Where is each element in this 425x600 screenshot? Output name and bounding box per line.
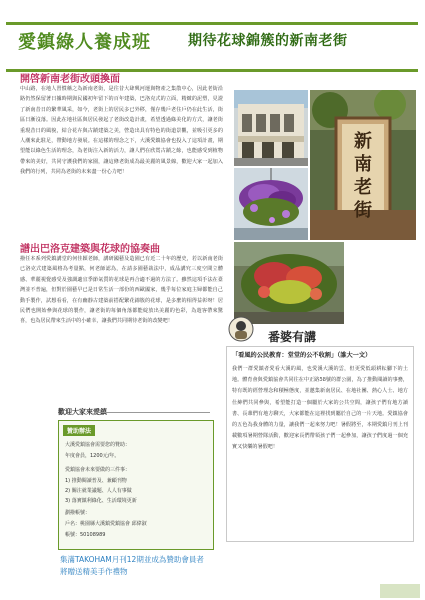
building-photo — [234, 90, 308, 166]
invite-divider — [94, 412, 210, 413]
donation-line: 愛鎮協會未來要做的三件事： — [65, 467, 131, 473]
donation-line: 大溪愛鎮協會需要您的贊助： — [65, 442, 131, 448]
section2-heading: 譜出巴洛克建築與花球的協奏曲 — [20, 244, 160, 255]
section1-heading: 開啓新南老街改頭換面 — [20, 74, 120, 85]
section2-text: 撥任本系列愛鎮講堂的何佳穎老師，講研國藝及造園已有近二十年的歷史，若以新南老街已洛克式建築風格為考量點，何老師認為，在請多園藝栽法中，成品講究三度空間立體感、華麗視覺感受及強調適宜季節氣質的花球是再合適不過的方法了。雖然這項手法在臺灣並不普遍，但對於園藝早已是日常生活一部份的西歐國家，幾乎每位家庭主婦都能自己動手製作，試想看看，在有幽靜古建築前搭配繁花錦簇的花球，是多麼的相得益彰呀！居民們也開始參與花球的製作，讓老街的每個角落都能綻放出美麗的色彩，為遊客帶來驚喜，也為居民帶來生活中的小確幸，讓我們共同期待老街的改變吧！ — [20, 256, 223, 325]
donation-line: 戶名：桃園縣大溪鎮愛鎮協會 邱偉淑 — [65, 521, 147, 527]
column-text: 我們一群愛鎮者愛看大溪的風，也愛溪大溪的雲，但更愛低頭耕耘腳下的土地。體育會與愛鎮協會共同往在中正路58號的群公園，為了推動閱讀的事務，特有既的經營理念和積極態度，並邀集新南居民、在地社團、熱心人士、地方仕紳們共同參與，希望能打造一個屬於大家的公共空間，讓孩子們有地方讀書、長輩們有地方聊天，大家都能在這裡找到屬於自己的一片天地。愛鎮協會的五色為我身體的力量，讓我們一起來努力吧！暑假將至，本期愛鎮月刊上刊載數項暑期營隊活動，歡迎家長們帶領孩子們一起參加，讓孩子們度過一個充實又快樂的暑假吧！ — [232, 366, 408, 451]
footer-promo-line2: 將贈送精美手作禮物 — [60, 567, 128, 576]
donation-line: 年度會員，1200元/年。 — [65, 453, 120, 459]
donation-line: 2) 關注就業議題、人人有事做 — [65, 488, 132, 494]
donation-line: 帳號：50108989 — [65, 532, 106, 538]
column-title: 番婆有講 — [268, 330, 317, 344]
footer-promo-line1: 集滿TAKOHAM月刊12期並成為贊助會員者 — [60, 555, 204, 564]
invite-label: 歡迎大家來愛鎮 — [58, 407, 107, 416]
donation-line: 劃撥帳號： — [65, 510, 91, 516]
granny-avatar-icon — [228, 316, 254, 342]
flower-basket-photo — [234, 242, 344, 324]
signboard-text: 新南老街 — [354, 131, 372, 221]
donation-box — [58, 420, 214, 550]
column-quote: 「看風的公民教育：堂堂的公不收割」（誰大一文） — [232, 352, 372, 359]
signboard-photo — [310, 90, 416, 240]
hanging-basket-photo — [234, 168, 308, 240]
page-subtitle: 期待花球錦簇的新南老街 — [188, 33, 348, 49]
donation-line: 1) 推動閱讀普及、兼顧刊物 — [65, 478, 127, 484]
section1-text: 中山路，在地人習慣稱之為新南老街，是往昔大肆興河運與物產之集散中心，因此老街沿路仍然保留著日據時期與民國初年留下的百年建築，巴洛克式的立面，精緻的泥塑，見證了新南昔日的繁華風采，如今，老街上的居民多已外移，僅存幾戶老住戶仍在此生活，街區日漸沒落。因此在地社區與居民發起了老街改造計畫，希望透過綠美化的方式，讓老街重現昔日的風貌，結合花卉與古蹟建築之美，營造出具有特色的街道景觀，並吸引更多的人潮來此駐足，帶動地方發展。在這樣的理念之下，大溪愛鎮協會也投入了這項計畫，期望能以綠色生活的理念，為老街注入新的活力，讓人們在欣賞古蹟之餘，也能感受到植物帶來的美好，共同守護我們的家園，讓這條老街成為最美麗的風景線，歡迎大家一起加入我們的行列，共同為老街的未來盡一份心力吧！ — [20, 86, 223, 176]
corner-tag — [380, 584, 420, 598]
donation-heading: 贊助辦法 — [63, 425, 95, 436]
donation-line: 3) 落實鎮利綠化、生活環境更新 — [65, 498, 137, 504]
page-title: 愛鎮綠人養成班 — [18, 32, 151, 53]
